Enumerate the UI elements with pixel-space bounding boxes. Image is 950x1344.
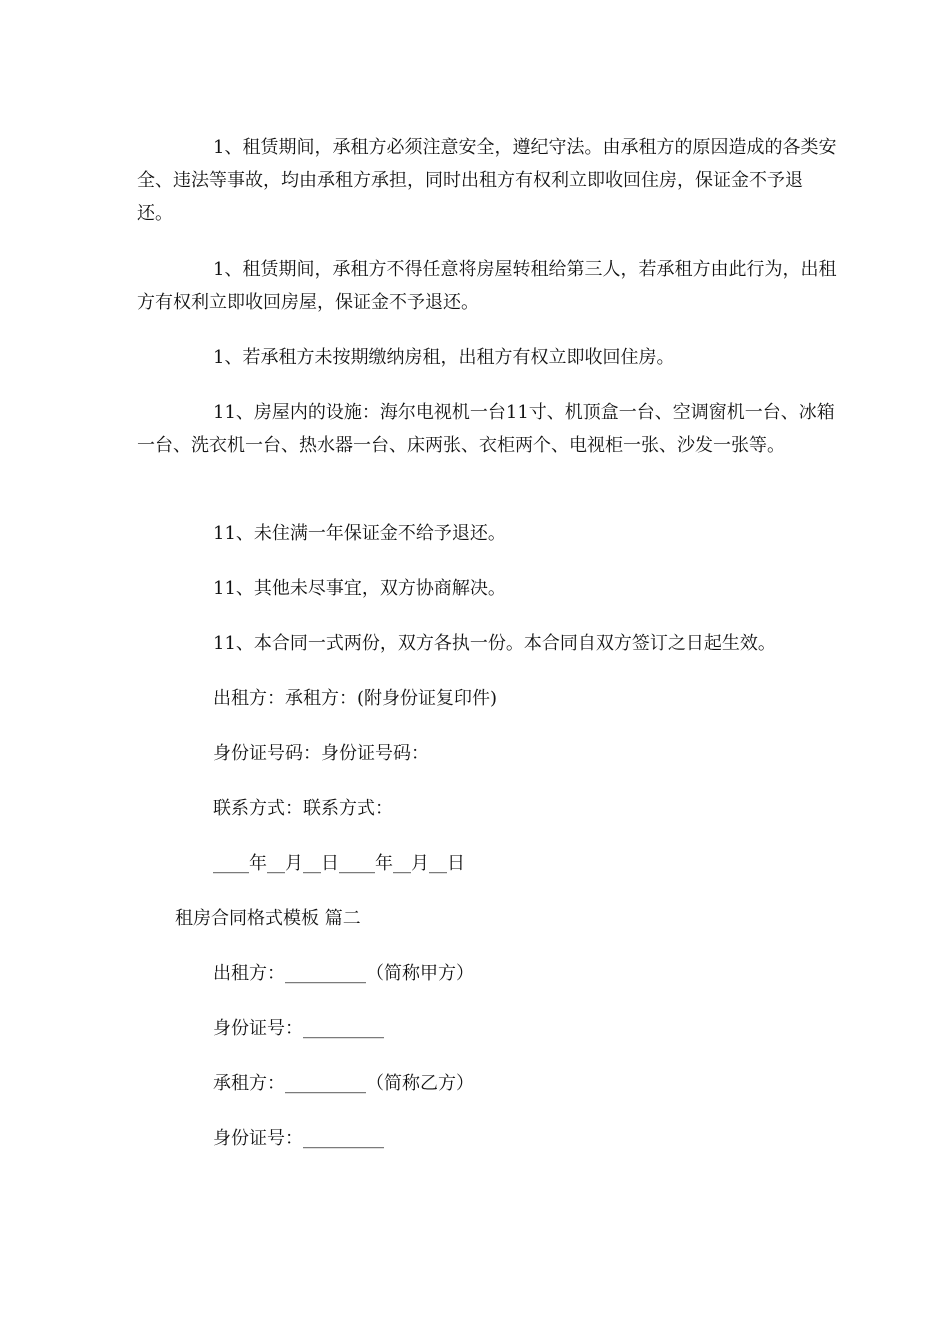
clause-rent-payment: 1、若承租方未按期缴纳房租，出租方有权立即收回住房。 (213, 347, 675, 368)
lessee-line: 承租方：_________（简称乙方） (213, 1073, 474, 1094)
clause-safety: 1、租赁期间，承租方必须注意安全，遵纪守法。由承租方的原因造成的各类安全、违法等事故，均由承租方承担，同时出租方有权利立即收回住房，保证金不予退还。 (137, 137, 837, 224)
clause-facilities: 11、房屋内的设施：海尔电视机一台11寸、机顶盒一台、空调窗机一台、冰箱一台、洗衣机一台、热水器一台、床两张、衣柜两个、电视柜一张、沙发一张等。 (137, 402, 835, 456)
section-title: 租房合同格式模板 篇二 (175, 908, 361, 929)
signature-id-numbers: 身份证号码：身份证号码： (213, 743, 429, 764)
lessor-id-line: 身份证号：_________ (213, 1018, 384, 1039)
clause-other-matters: 11、其他未尽事宜，双方协商解决。 (213, 578, 506, 599)
signature-dates: ____年__月__日____年__月__日 (213, 853, 465, 874)
signature-parties: 出租方：承租方：(附身份证复印件) (213, 688, 498, 709)
clause-copies: 11、本合同一式两份，双方各执一份。本合同自双方签订之日起生效。 (213, 633, 776, 654)
lessor-line: 出租方：_________（简称甲方） (213, 963, 474, 984)
clause-sublet: 1、租赁期间，承租方不得任意将房屋转租给第三人，若承租方由此行为，出租方有权利立即收回房屋，保证金不予退还。 (137, 259, 837, 313)
signature-contacts: 联系方式：联系方式： (213, 798, 393, 819)
clause-deposit: 11、未住满一年保证金不给予退还。 (213, 523, 506, 544)
lessee-id-line: 身份证号：_________ (213, 1128, 384, 1149)
